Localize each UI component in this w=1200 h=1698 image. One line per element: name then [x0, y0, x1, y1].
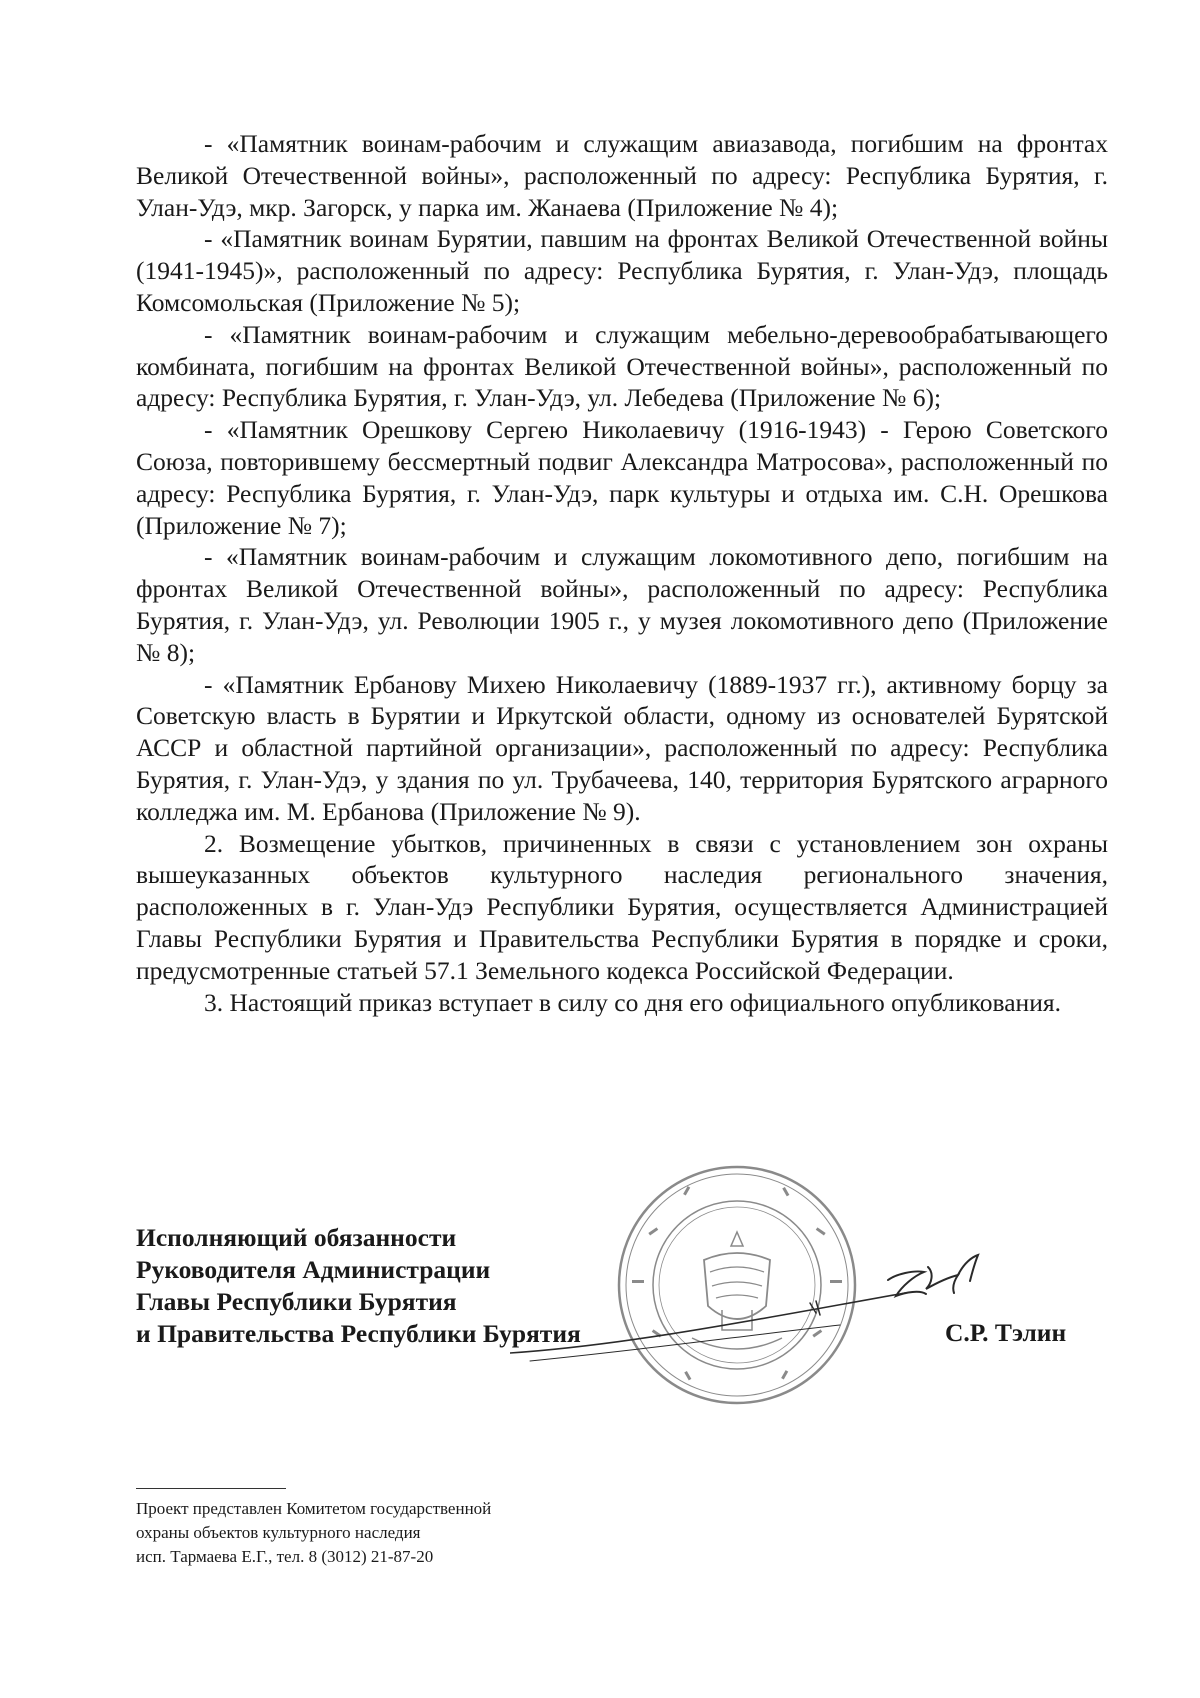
- order-body: [136, 128, 1108, 1018]
- signer-title-line: Руководителя Администрации: [136, 1255, 491, 1284]
- paragraph-monument-buryat-soldiers: - «Памятник воинам Бурятии, павшим на фронтах Великой Отечественной войны (1941-1945)», расположенный по адресу: Республика Бурятия, г. Улан-Удэ, площадь Комсомольская (Приложение № 5);: [136, 224, 1108, 317]
- paragraph-monument-furniture-plant: - «Памятник воинам-рабочим и служащим мебельно-деревообрабатывающего комбината, погибшим на фронтах Великой Отечественной войны», расположенный по адресу: Республика Бурятия, г. Улан-Удэ, ул. Лебедева (Приложение № 6);: [136, 319, 1108, 413]
- footnote-line: охраны объектов культурного наследия: [136, 1523, 421, 1542]
- paragraph-effective-date: 3. Настоящий приказ вступает в силу со дня его официального опубликования.: [204, 987, 1061, 1017]
- signer-name: С.Р. Тэлин: [945, 1318, 1067, 1347]
- paragraph-monument-aviation-plant: - «Памятник воинам-рабочим и служащим авиазавода, погибшим на фронтах Великой Отечественной войны», расположенный по адресу: Республика Бурятия, г. Улан-Удэ, мкр. Загорск, у парка им. Жанаева (Приложение № 4);: [136, 129, 1108, 222]
- footnote-line: исп. Тармаева Е.Г., тел. 8 (3012) 21-87-20: [136, 1547, 434, 1566]
- signature-title-block: [136, 1222, 581, 1350]
- signer-title-line: Главы Республики Бурятия: [136, 1287, 457, 1316]
- signer-title-line: Исполняющий обязанности: [136, 1223, 457, 1252]
- paragraph-monument-erbanov: - «Памятник Ербанову Михею Николаевичу (1889-1937 гг.), активному борцу за Советскую власть в Бурятии и Иркутской области, одному из основателей Бурятской АССР и областной партийной организации», расположенный по адресу: Республика Бурятия, г. Улан-Удэ, у здания по ул. Трубачеева, 140, территория Бурятского аграрного колледжа им. М. Ербанова (Приложение № 9).: [136, 669, 1108, 826]
- paragraph-monument-locomotive-depot: - «Памятник воинам-рабочим и служащим локомотивного депо, погибшим на фронтах Великой Отечественной войны», расположенный по адресу: Республика Бурятия, г. Улан-Удэ, ул. Революции 1905 г., у музея локомотивного депо (Приложение № 8);: [136, 542, 1108, 667]
- paragraph-monument-oreshkov: - «Памятник Орешкову Сергею Николаевичу (1916-1943) - Герою Советского Союза, повторившему бессмертный подвиг Александра Матросова», расположенный по адресу: Республика Бурятия, г. Улан-Удэ, парк культуры и отдыха им. С.Н. Орешкова (Приложение № 7);: [136, 415, 1108, 540]
- footnote-divider: [136, 1488, 286, 1489]
- signer-title-line: и Правительства Республики Бурятия: [136, 1319, 581, 1348]
- footnote-line: Проект представлен Комитетом государственной: [136, 1499, 492, 1518]
- paragraph-compensation: 2. Возмещение убытков, причиненных в связи с установлением зон охраны вышеуказанных объектов культурного наследия регионального значения, расположенных в г. Улан-Удэ Республики Бурятия, осуществляется Администрацией Главы Республики Бурятия и Правительства Республики Бурятия в порядке и сроки, предусмотренные статьей 57.1 Земельного кодекса Российской Федерации.: [136, 828, 1108, 985]
- footnote: [136, 1497, 491, 1569]
